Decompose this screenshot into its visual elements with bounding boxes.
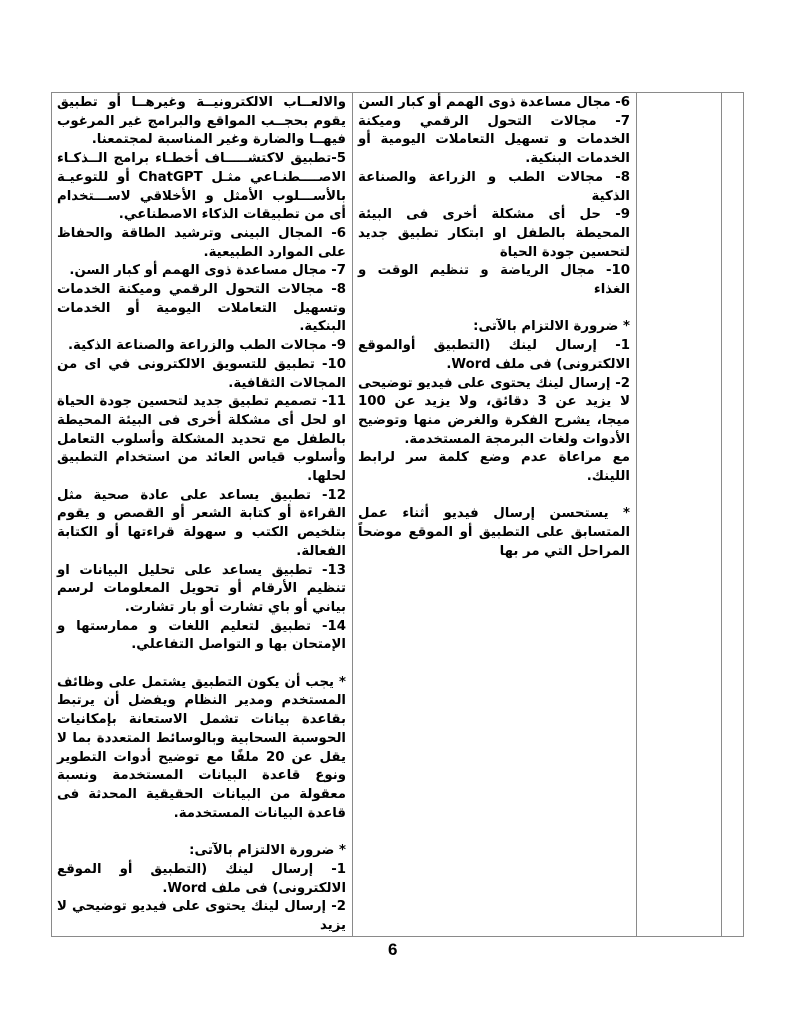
list-item: 8- مجالات التحول الرقمي وميكنة الخدمات وتسهيل التعاملات اليومية أو الخدمات البنكية.: [57, 282, 346, 335]
table-row: [52, 93, 744, 937]
left-column-text: [52, 93, 352, 936]
list-item: 9- مجالات الطب والزراعة والصناعة الذكية.: [67, 338, 346, 354]
requirements-heading: * ضرورة الالتزام بالآتى:: [189, 843, 346, 859]
video-note: * يستحسن إرسال فيديو أثناء عمل المتسابق على التطبيق أو الموقع موضحاً المراحل التي مر بها: [358, 506, 630, 559]
list-item: والالعــاب الالكترونيــة وغيرهــا أو تطبيق يقوم بحجــب المواقع والبرامج غير المرغوب فيهــا والضارة وغير المناسبة لمجتمعنا.: [57, 95, 346, 148]
requirement-item: مع مراعاة عدم وضع كلمة سر لرابط اللينك.: [358, 450, 630, 485]
list-item: 7- مجالات التحول الرقمي وميكنة الخدمات و تسهيل التعاملات اليومية أو الخدمات البنكية.: [358, 113, 630, 167]
list-item: 8- مجالات الطب و الزراعة والصناعة الذكية: [358, 169, 630, 204]
requirement-item: 2- إرسال لينك يحتوى على فيديو توضيحي لا يزيد: [57, 899, 346, 933]
list-item: 11- تصميم تطبيق جديد لتحسين جودة الحياة او لحل أى مشكلة أخرى فى البيئة المحيطة بالطفل مع تحديد المشكلة وأسلوب التعامل وأسلوب قياس العائد من استخدام التطبيق لحلها.: [57, 394, 346, 485]
content-table: [51, 92, 744, 937]
list-item: 5-تطبيق لاكتشـــــاف أخطـاء برامج الــذكـاء الاصــــطنـاعي مثـل ChatGPT أو للتوعيـة بالأســـلوب الأمثل و الأخلاقي لاســـتخدام أى من تطبيقات الذكاء الاصطناعي.: [57, 151, 346, 223]
left-column-cell: [52, 93, 353, 937]
list-item: 10- مجال الرياضة و تنظيم الوقت و الغذاء: [358, 263, 630, 298]
middle-column-cell: [353, 93, 637, 937]
middle-column-text: [353, 93, 636, 562]
list-item: 14- تطبيق لتعليم اللغات و ممارستها و الإمتحان بها و التواصل التفاعلي.: [57, 618, 346, 653]
list-item: 10- تطبيق للتسويق الالكترونى في اى من المجالات الثقافية.: [57, 356, 346, 391]
list-item: 9- حل أى مشكلة أخرى فى البيئة المحيطة بالطفل او ابتكار تطبيق جديد لتحسين جودة الحياة: [358, 207, 630, 260]
requirements-heading: * ضرورة الالتزام بالآتى:: [473, 319, 630, 335]
requirement-item: 1- إرسال لينك (التطبيق أوالموقع الالكترونى) فى ملف Word.: [358, 338, 630, 372]
empty-cell: [637, 93, 722, 937]
list-item: 6- المجال البينى وترشيد الطاقة والحفاظ على الموارد الطبيعية.: [57, 225, 346, 260]
list-item: 12- تطبيق يساعد على عادة صحية مثل القراءة أو كتابة الشعر أو القصص و يقوم بتلخيص الكتب و سهولة قراءتها أو الكتابة الفعالة.: [57, 487, 346, 559]
requirements-note: * يجب أن يكون التطبيق يشتمل على وظائف المستخدم ومدير النظام ويفضل أن يرتبط بقاعدة بيانات تشمل الاستعانة بإمكانيات الحوسبة السحابية وبالوسائط المتعددة بما لا يقل عن 20 ملفًا مع توضيح أدوات التطوير ونوع قاعدة البيانات المستخدمة ونسبة معقولة من البيانات الحقيقية المحدثة فى قاعدة البيانات المستخدمة.: [57, 674, 346, 821]
requirement-item: 2- إرسال لينك يحتوى على فيديو توضيحى لا يزيد عن 3 دقائق، ولا يزيد عن 100 ميجا، يشرح الفكرة والغرض منها وتوضيح الأدوات ولغات البرمجة المستخدمة.: [358, 375, 630, 447]
requirement-item: 1- إرسال لينك (التطبيق أو الموقع الالكترونى) فى ملف Word.: [57, 861, 346, 896]
list-item: 7- مجال مساعدة ذوى الهمم أو كبار السن.: [69, 263, 346, 279]
page-number: 6: [388, 940, 398, 959]
empty-cell-narrow: [722, 93, 744, 937]
list-item: 6- مجال مساعدة ذوى الهمم أو كبار السن: [358, 95, 630, 110]
list-item: 13- تطبيق يساعد على تحليل البيانات او تنظيم الأرقام أو تحويل المعلومات لرسم بياني أو باي تشارت أو بار تشارت.: [57, 562, 346, 615]
